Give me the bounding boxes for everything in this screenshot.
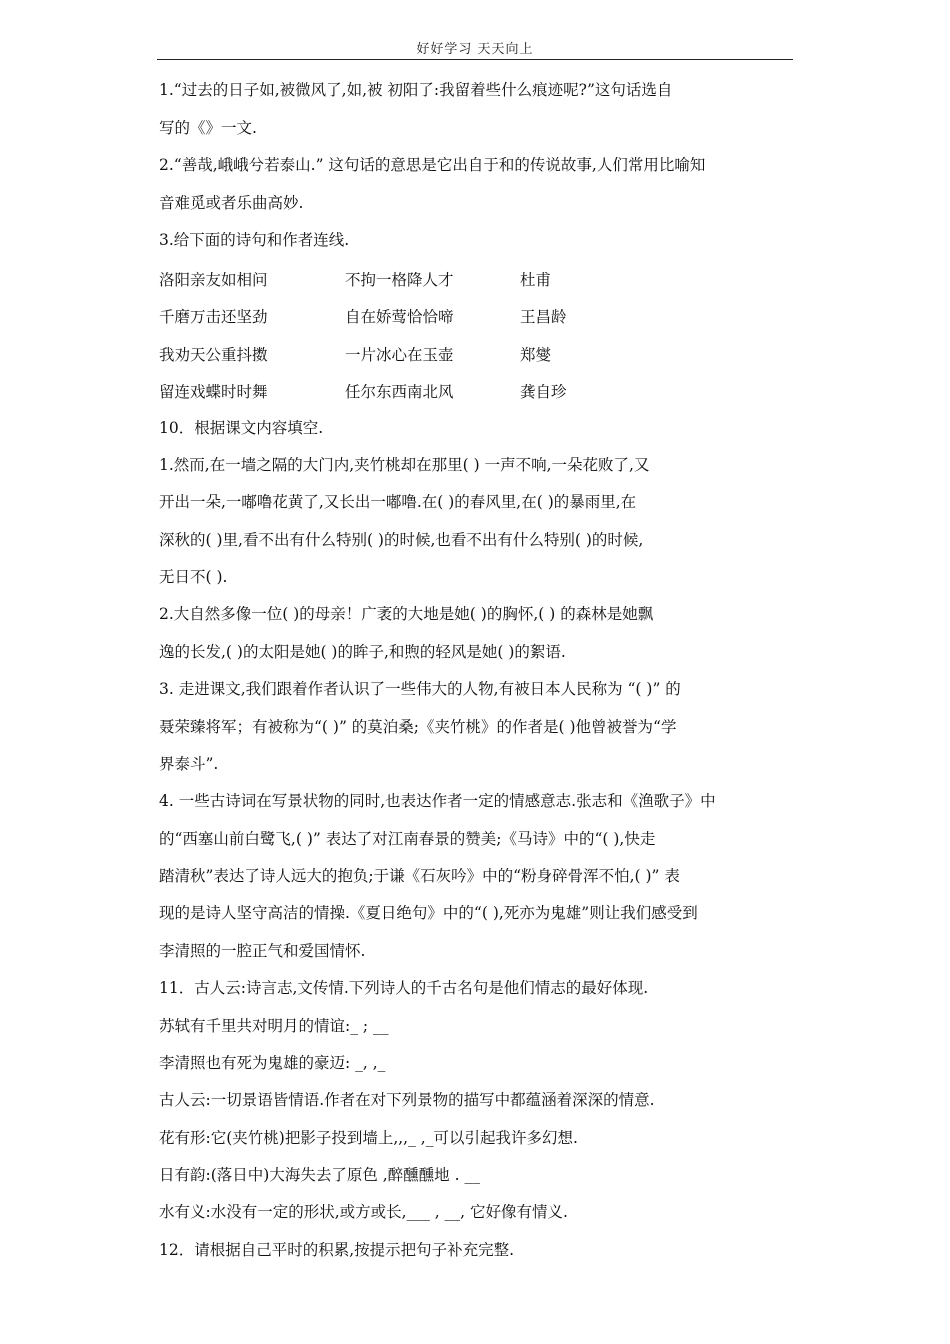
poem-line: 一片冰心在玉壶 xyxy=(345,346,454,364)
text-line: 现的是诗人坚守高洁的情操.《夏日绝句》中的“( ),死亦为鬼雄”则让我们感受到 xyxy=(159,904,698,922)
text-line: 花有形:它(夹竹桃)把影子投到墙上,,,_ ,_可以引起我许多幻想. xyxy=(159,1129,578,1147)
author-name: 郑燮 xyxy=(520,346,552,364)
section-heading: 12．请根据自己平时的积累,按提示把句子补充完整. xyxy=(159,1241,515,1259)
text-line: 音难觅或者乐曲高妙. xyxy=(159,194,304,212)
section-heading: 11．古人云:诗言志,文传情.下列诗人的千古名句是他们情志的最好体现. xyxy=(159,979,649,997)
author-name: 杜甫 xyxy=(520,271,552,289)
text-line: 李清照也有死为鬼雄的豪迈: _, ,_ xyxy=(159,1054,386,1072)
page-header-title: 好好学习 天天向上 xyxy=(416,42,534,57)
text-line: 苏轼有千里共对明月的情谊:_ ; __ xyxy=(159,1017,389,1035)
author-name: 龚自珍 xyxy=(520,383,567,401)
poem-line: 自在娇莺恰恰啼 xyxy=(345,308,454,326)
text-line: 2.大自然多像一位( )的母亲！广袤的大地是她( )的胸怀,( ) 的森林是她飘 xyxy=(159,605,654,623)
text-line: 聂荣臻将军；有被称为“( )” 的莫泊桑;《夹竹桃》的作者是( )他曾被誉为“学 xyxy=(159,718,677,736)
poem-line: 洛阳亲友如相问 xyxy=(159,271,268,289)
text-line: 2.“善哉,峨峨兮若泰山.” 这句话的意思是它出自于和的传说故事,人们常用比喻知 xyxy=(159,156,706,174)
section-heading: 10．根据课文内容填空. xyxy=(159,419,324,437)
text-line: 日有韵:(落日中)大海失去了原色 ,醉醺醺地 . __ xyxy=(159,1166,480,1184)
poem-line: 留连戏蝶时时舞 xyxy=(159,383,268,401)
text-line: 古人云:一切景语皆情语.作者在对下列景物的描写中都蕴涵着深深的情意. xyxy=(159,1091,655,1109)
text-line: 1.然而,在一墙之隔的大门内,夹竹桃却在那里( ) 一声不响,一朵花败了,又 xyxy=(159,456,650,474)
text-line: 深秋的( )里,看不出有什么特别( )的时候,也看不出有什么特别( )的时候, xyxy=(159,531,644,549)
text-line: 写的《》一文. xyxy=(159,119,257,137)
text-line: 无日不( ). xyxy=(159,568,228,586)
header-divider xyxy=(157,59,793,60)
text-line: 逸的长发,( )的太阳是她( )的眸子,和煦的轻风是她( )的絮语. xyxy=(159,643,566,661)
text-line: 3.给下面的诗句和作者连线. xyxy=(159,231,350,249)
poem-line: 任尔东西南北风 xyxy=(345,383,454,401)
text-line: 界泰斗”. xyxy=(159,755,219,773)
text-line: 李清照的一腔正气和爱国情怀. xyxy=(159,942,366,960)
poem-line: 我劝天公重抖擞 xyxy=(159,346,268,364)
text-line: 开出一朵,一嘟噜花黄了,又长出一嘟噜.在( )的春风里,在( )的暴雨里,在 xyxy=(159,493,637,511)
text-line: 3. 走进课文,我们跟着作者认识了一些伟大的人物,有被日本人民称为 “( )” 的 xyxy=(159,680,681,698)
text-line: 踏清秋”表达了诗人远大的抱负;于谦《石灰吟》中的“粉身碎骨浑不怕,( )” 表 xyxy=(159,867,680,885)
text-line: 4. 一些古诗词在写景状物的同时,也表达作者一定的情感意志.张志和《渔歌子》中 xyxy=(159,792,716,810)
author-name: 王昌龄 xyxy=(520,308,567,326)
poem-line: 千磨万击还坚劲 xyxy=(159,308,268,326)
text-line: 水有义:水没有一定的形状,或方或长,___ , __, 它好像有情义. xyxy=(159,1203,568,1221)
poem-line: 不拘一格降人才 xyxy=(345,271,454,289)
text-line: 1.“过去的日子如,被微风了,如,被 初阳了:我留着些什么痕迹呢?”这句话选自 xyxy=(159,81,673,99)
text-line: 的“西塞山前白鹭飞,( )” 表达了对江南春景的赞美;《马诗》中的“( ),快走 xyxy=(159,830,656,848)
